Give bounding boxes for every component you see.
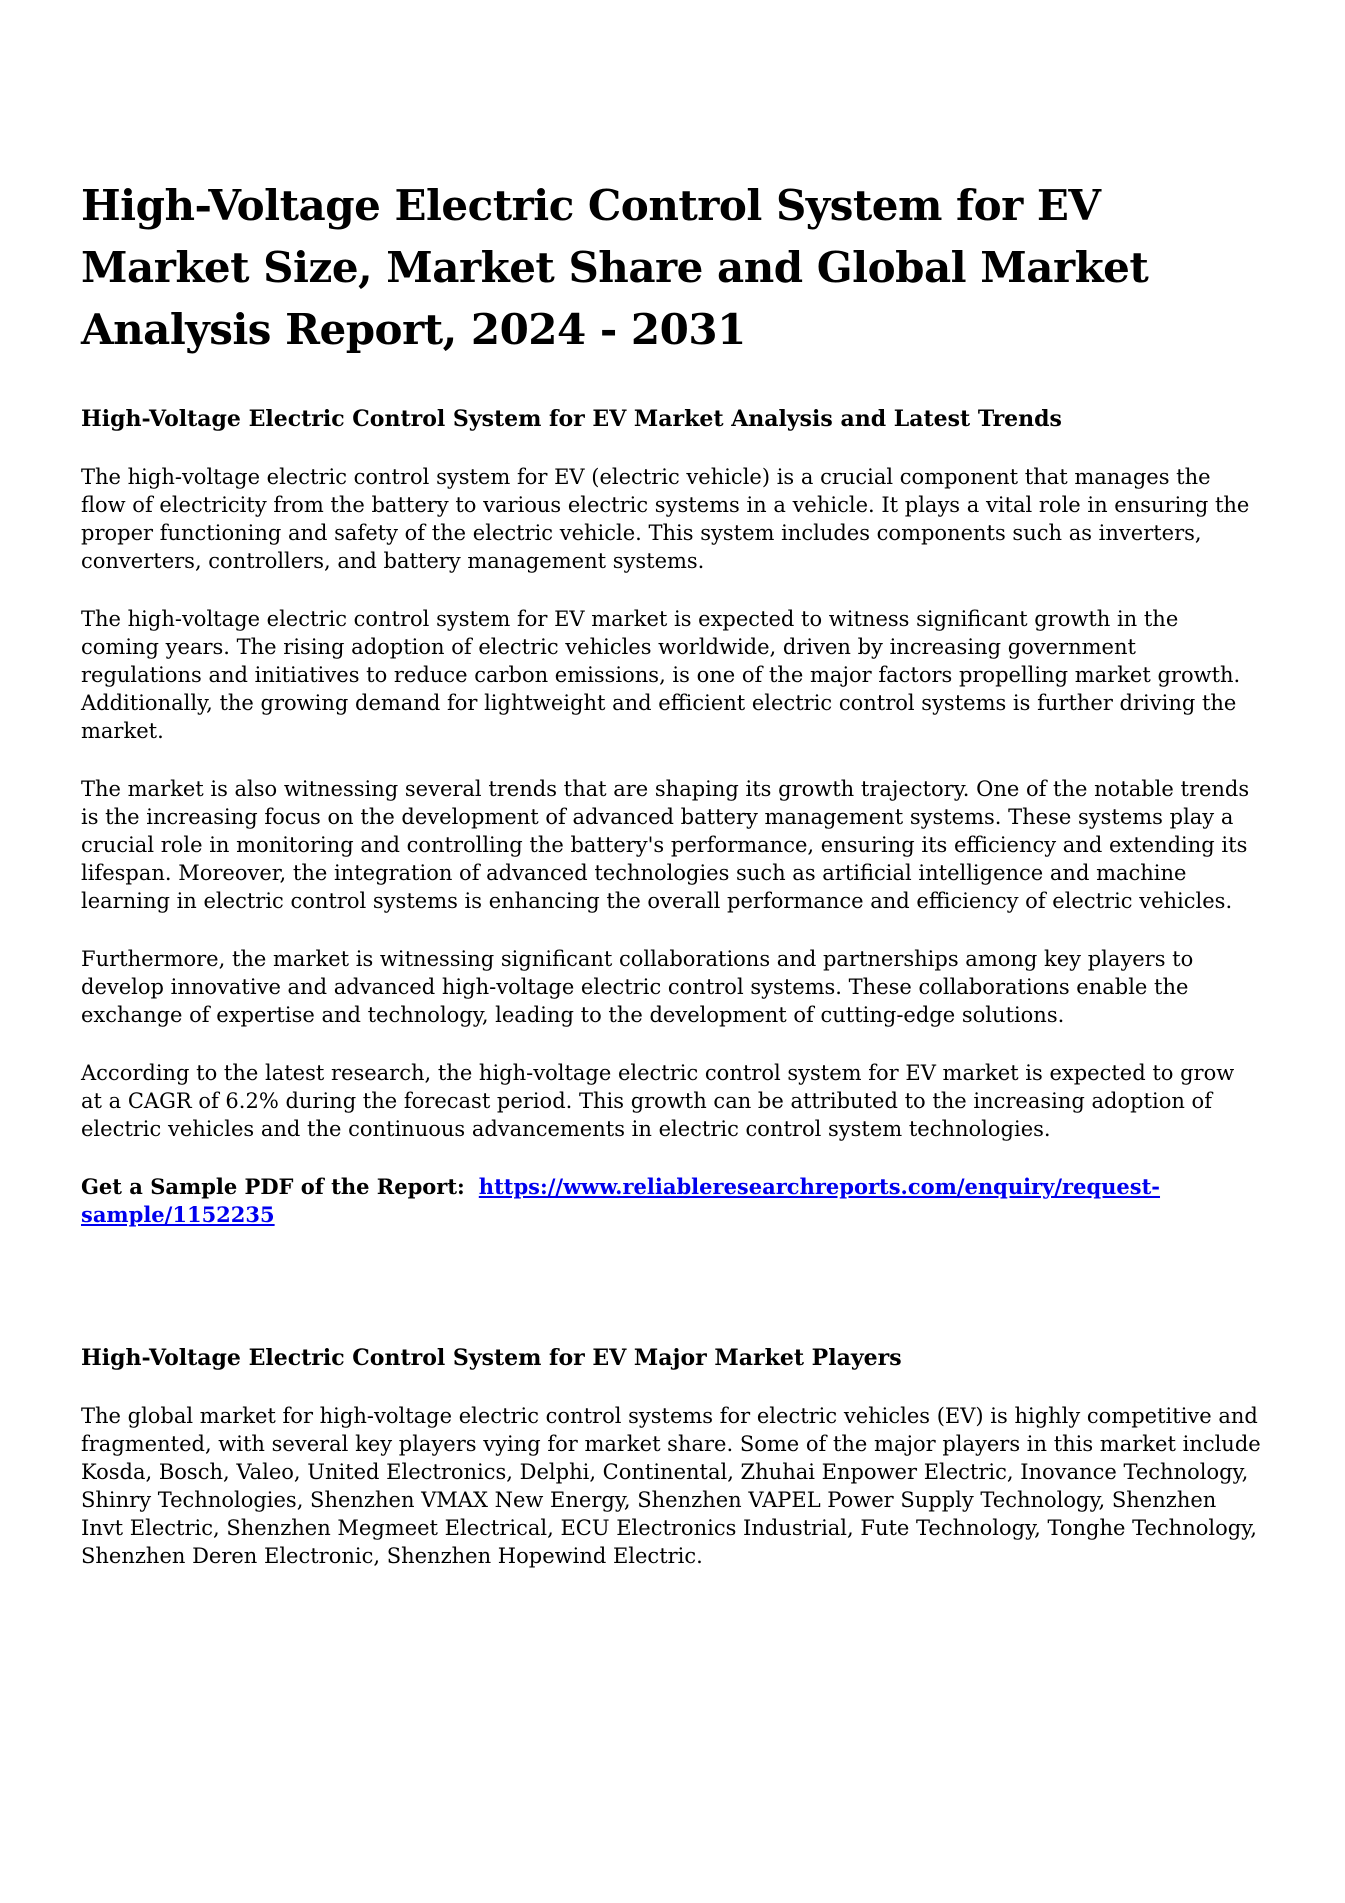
page-title: High-Voltage Electric Control System for EV Market Size, Market Share and Global Market Analysis Report, 2024 - 2031 xyxy=(81,181,1149,354)
sample-request-link[interactable]: https://www.reliableresearchreports.com/enquiry/request-sample/1152235 xyxy=(81,1174,1161,1227)
paragraph-system-overview: The high-voltage electric control system for EV (electric vehicle) is a crucial component that manages the flow of electricity from the battery to various electric systems in a vehicle. It plays a vital role in ensuring the proper functioning and safety of the electric vehicle. This system includes components such as inverters, converters, controllers, and battery management systems. xyxy=(81,465,1250,573)
paragraph-cagr-forecast: According to the latest research, the high-voltage electric control system for EV market is expected to grow at a CAGR of 6.2% during the forecast period. This growth can be attributed to the increasing adoption of electric vehicles and the continuous advancements in electric control system technologies. xyxy=(81,1061,1235,1141)
paragraph-market-trends: The market is also witnessing several trends that are shaping its growth trajectory. One of the notable trends is the increasing focus on the development of advanced battery management systems. These systems play a crucial role in monitoring and controlling the battery's performance, ensuring its efficiency and extending its lifespan. Moreover, the integration of advanced technologies such as artificial intelligence and machine learning in electric control systems is enhancing the overall performance and efficiency of electric vehicles. xyxy=(81,777,1250,913)
sample-request-line xyxy=(81,1173,1261,1229)
section-heading-market-players: High-Voltage Electric Control System for EV Major Market Players xyxy=(81,1345,902,1371)
paragraph-market-growth: The high-voltage electric control system for EV market is expected to witness significant growth in the coming years. The rising adoption of electric vehicles worldwide, driven by increasing government regulations and initiatives to reduce carbon emissions, is one of the major factors propelling market growth. Additionally, the growing demand for lightweight and efficient electric control systems is further driving the market. xyxy=(81,607,1241,743)
section-heading-market-analysis: High-Voltage Electric Control System for EV Market Analysis and Latest Trends xyxy=(81,406,1062,432)
sample-request-label: Get a Sample PDF of the Report: xyxy=(81,1174,465,1199)
paragraph-major-players: The global market for high-voltage electric control systems for electric vehicles (EV) is highly competitive and fragmented, with several key players vying for market share. Some of the major players in this market include Kosda, Bosch, Valeo, United Electronics, Delphi, Continental, Zhuhai Enpower Electric, Inovance Technology, Shinry Technologies, Shenzhen VMAX New Energy, Shenzhen VAPEL Power Supply Technology, Shenzhen Invt Electric, Shenzhen Megmeet Electrical, ECU Electronics Industrial, Fute Technology, Tonghe Technology, Shenzhen Deren Electronic, Shenzhen Hopewind Electric. xyxy=(81,1404,1261,1568)
paragraph-collaborations: Furthermore, the market is witnessing significant collaborations and partnerships among key players to develop innovative and advanced high-voltage electric control systems. These collaborations enable the exchange of expertise and technology, leading to the development of cutting-edge solutions. xyxy=(81,947,1194,1027)
